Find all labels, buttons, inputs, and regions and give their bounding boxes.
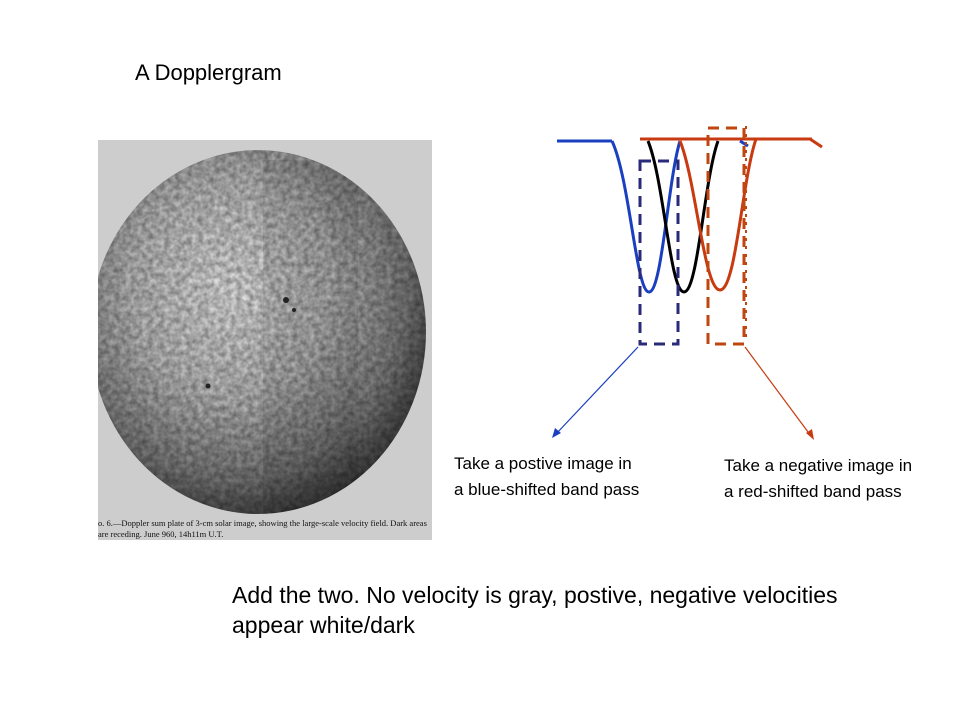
photo-caption: o. 6.—Doppler sum plate of 3-cm solar image, showing the large-scale velocity field. Dark areas are receding. June 960, 14h11m U.T. [98,518,427,539]
red-continuum-tail [810,139,822,147]
red-band-note: Take a negative image in a red-shifted band pass [724,456,913,501]
blue-band-note: Take a postive image in a blue-shifted band pass [454,454,640,499]
summary-text: Add the two. No velocity is gray, postive, negative velocities appear white/dark [232,582,838,638]
blue-shifted-line-profile [612,141,680,292]
red-arrow-line [745,347,811,436]
slide-title: A Dopplergram [135,60,282,85]
red-shifted-line-profile [680,139,756,290]
blue-arrow-line [556,347,638,434]
